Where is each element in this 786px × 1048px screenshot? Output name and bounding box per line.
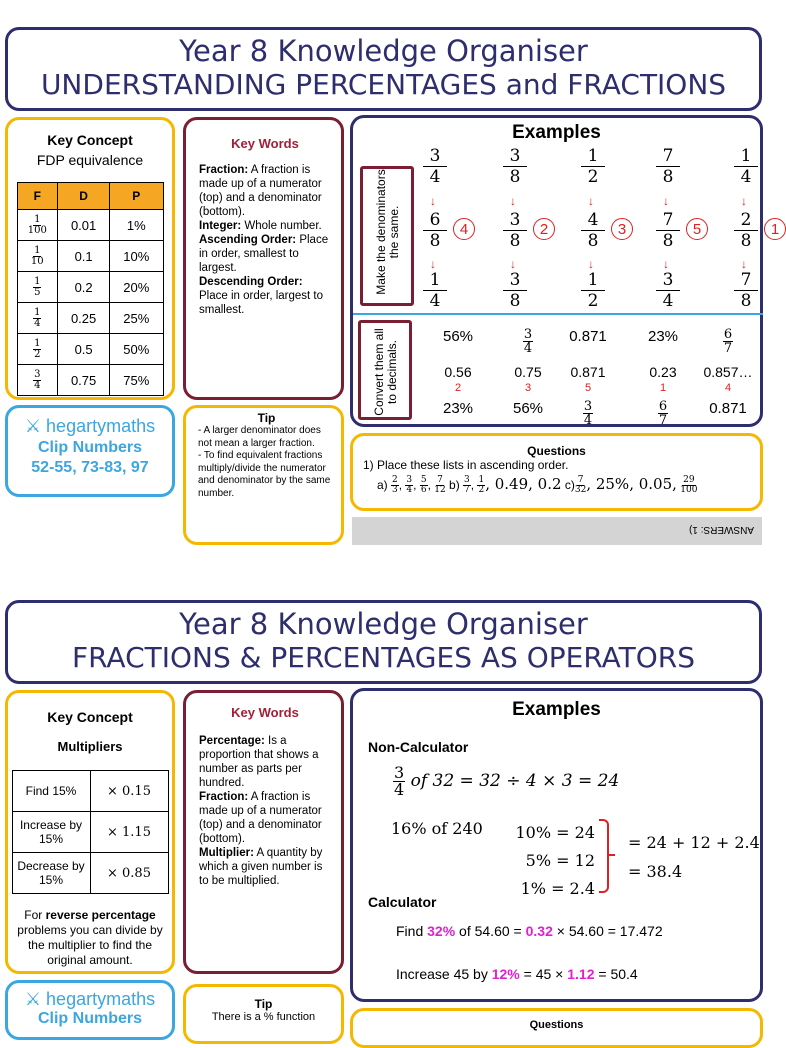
fdp-percent: 25% <box>110 303 163 334</box>
fdp-percent: 50% <box>110 334 163 365</box>
fdp-col-header: D <box>58 183 110 210</box>
down-arrow-icon: ↓ <box>588 194 594 208</box>
fdp-col-header: P <box>110 183 163 210</box>
p2-examples-box <box>350 688 763 1002</box>
inc-mid: = 45 × <box>519 966 568 982</box>
key-word-item: Fraction: A fraction is made up of a numerator (top) and a denominator (bottom). <box>199 791 322 845</box>
calculator-increase-example <box>396 966 638 982</box>
key-word-item: Multiplier: A quantity by which a given number is to be multiplied. <box>199 847 323 887</box>
p1-key-concept-subheading: FDP equivalence <box>36 152 144 168</box>
fdp-row <box>17 365 163 396</box>
fdp-row <box>17 210 163 241</box>
decimal-item: 56% <box>442 328 474 345</box>
down-arrow-icon: ↓ <box>741 257 747 271</box>
fdp-row <box>17 272 163 303</box>
decimal-item: 23% <box>442 400 474 417</box>
p1-examples-heading: Examples <box>512 122 601 143</box>
example-fraction: $\frac{7}{8}$ <box>656 210 680 251</box>
example-fraction: $\frac{3}{8}$ <box>503 270 527 311</box>
fdp-fraction: $\frac{1}{4}$ <box>17 303 58 334</box>
multiplier-row <box>12 812 168 853</box>
p1-clip-label: Clip Numbers <box>37 439 142 456</box>
page2-title-line1: Year 8 Knowledge Organiser <box>179 607 588 641</box>
page1-title-line2: UNDERSTANDING PERCENTAGES and FRACTIONS <box>40 68 727 101</box>
fdp-col-header: F <box>17 183 58 210</box>
find-mid: of 54.60 = <box>455 923 526 939</box>
p1-tip-text: - A larger denominator does not mean a larger fraction. - To find equivalent fractions multiply/divide the numerator and denominator by the same number. <box>198 425 331 499</box>
page2-title-line2: FRACTIONS & PERCENTAGES AS OPERATORS <box>72 641 695 674</box>
multiplier-table <box>12 770 169 894</box>
fdp-decimal: 0.25 <box>58 303 110 334</box>
fdp-row <box>17 334 163 365</box>
multiplier-value: × 0.85 <box>90 853 168 894</box>
multiplier-label: Decrease by 15% <box>12 853 90 894</box>
decimal-item: 0.75 <box>514 364 542 380</box>
order-circle: 4 <box>453 218 475 240</box>
decimal-item: 0.23 <box>649 364 677 380</box>
multiplier-value: × 0.15 <box>90 771 168 812</box>
fdp-row <box>17 241 163 272</box>
fdp-percent: 75% <box>110 365 163 396</box>
p2-tip-text: There is a % function <box>211 1011 316 1023</box>
down-arrow-icon: ↓ <box>430 257 436 271</box>
hegarty-person-icon: ⚔ <box>24 416 42 436</box>
p1-hegarty-box <box>5 405 175 497</box>
p2-clip-label: Clip Numbers <box>37 1010 142 1027</box>
p2-key-words-box <box>183 690 344 974</box>
reverse-percentage-note <box>8 908 172 968</box>
fdp-table <box>17 182 164 396</box>
decimal-item: 1 <box>659 382 667 394</box>
p2-key-concept-heading: Key Concept <box>47 709 133 725</box>
key-word-item: Fraction: A fraction is made up of a numerator (top) and a denominator (bottom). <box>199 164 322 218</box>
down-arrow-icon: ↓ <box>663 257 669 271</box>
red-brace-tick <box>607 854 615 856</box>
fdp-decimal: 0.1 <box>58 241 110 272</box>
find-pct: 32% <box>427 923 456 939</box>
example-fraction: $\frac{3}{8}$ <box>503 146 527 187</box>
q1c-label: c) <box>564 478 575 492</box>
fdp-decimal: 0.2 <box>58 272 110 303</box>
p2-hegarty-box <box>5 980 175 1040</box>
order-circle: 5 <box>686 218 708 240</box>
key-word-item: Ascending Order: Place in order, smallest to largest. <box>199 234 329 274</box>
key-word-item: Integer: Whole number. <box>199 220 322 232</box>
fdp-decimal: 0.01 <box>58 210 110 241</box>
decimal-item: 56% <box>512 400 544 417</box>
down-arrow-icon: ↓ <box>430 194 436 208</box>
page2-title-box <box>5 600 762 684</box>
red-brace <box>599 819 609 893</box>
p1-answers-text: ANSWERS: 1) <box>688 524 754 535</box>
find-mult: 0.32 <box>525 923 553 939</box>
down-arrow-icon: ↓ <box>510 194 516 208</box>
find-pre: Find <box>396 923 428 939</box>
p2-tip-box <box>183 984 344 1044</box>
fdp-decimal: 0.5 <box>58 334 110 365</box>
multiplier-label: Find 15% <box>12 771 90 812</box>
example-fraction: $\frac{6}{8}$ <box>423 210 447 251</box>
calculator-label: Calculator <box>368 894 437 910</box>
non-calculator-label: Non-Calculator <box>368 739 469 755</box>
fdp-decimal: 0.75 <box>58 365 110 396</box>
fdp-fraction: $\frac{1}{5}$ <box>17 272 58 303</box>
fdp-fraction: $\frac{1}{10}$ <box>17 241 58 272</box>
multiplier-row <box>12 771 168 812</box>
example-fraction: $\frac{7}{8}$ <box>734 270 758 311</box>
same-denominator-label-box <box>360 166 414 306</box>
inc-pre: Increase 45 by <box>396 966 492 982</box>
example-fraction: $\frac{3}{8}$ <box>503 210 527 251</box>
convert-decimals-label: Convert them all to decimals. <box>372 328 399 416</box>
fraction-of-equation: of 32 = 32 ÷ 4 × 3 = 24 <box>405 771 620 791</box>
inc-mult: 1.12 <box>567 966 595 982</box>
p2-key-concept-subheading: Multipliers <box>57 739 123 754</box>
p1-key-words-list <box>199 163 331 317</box>
p1-questions-heading: Questions <box>527 444 586 458</box>
q1b-tail: , 0.49, 0.2 <box>485 475 562 493</box>
order-circle: 3 <box>611 218 633 240</box>
p1-tip-heading: Tip <box>257 411 276 425</box>
down-arrow-icon: ↓ <box>741 194 747 208</box>
fdp-fraction: $\frac{3}{4}$ <box>17 365 58 396</box>
note-bold: reverse percentage <box>45 908 156 922</box>
multiplier-row <box>12 853 168 894</box>
decimal-item: 0.871 <box>570 364 606 380</box>
fdp-fraction: $\frac{1}{2}$ <box>17 334 58 365</box>
down-arrow-icon: ↓ <box>663 194 669 208</box>
p2-tip-heading: Tip <box>254 997 273 1011</box>
inc-post: = 50.4 <box>594 966 638 982</box>
p1-key-concept-heading: Key Concept <box>47 132 133 148</box>
down-arrow-icon: ↓ <box>510 257 516 271</box>
order-circle: 1 <box>764 218 786 240</box>
p1-question-1: 1) Place these lists in ascending order. <box>363 458 569 472</box>
p1-tip-box <box>183 405 344 545</box>
examples-divider <box>353 313 763 315</box>
p2-key-concept-box <box>5 690 175 974</box>
decimal-item: 0.871 <box>709 400 747 417</box>
p2-hegarty-brand: hegartymaths <box>46 989 156 1009</box>
fdp-percent: 10% <box>110 241 163 272</box>
decimal-item: 0.871 <box>569 328 607 345</box>
p1-key-concept-box <box>5 117 175 400</box>
page1-title-line1: Year 8 Knowledge Organiser <box>179 34 588 68</box>
percent-part: 10% = 24 <box>515 823 595 842</box>
percent-part: 5% = 12 <box>525 851 595 870</box>
percent-of-left: 16% of 240 <box>391 819 483 838</box>
percent-part: 1% = 2.4 <box>520 879 595 898</box>
fdp-percent: 20% <box>110 272 163 303</box>
p2-examples-heading: Examples <box>512 699 601 720</box>
example-fraction: $\frac{1}{4}$ <box>423 270 447 311</box>
decimal-item: 5 <box>584 382 592 394</box>
decimal-item: $\frac{3}{4}$ <box>583 399 593 428</box>
example-fraction: $\frac{3}{4}$ <box>423 146 447 187</box>
p2-hegarty-logo <box>8 989 172 1010</box>
multiplier-value: × 1.15 <box>90 812 168 853</box>
example-fraction: $\frac{7}{8}$ <box>656 146 680 187</box>
fdp-percent: 1% <box>110 210 163 241</box>
decimal-item: 0.56 <box>444 364 472 380</box>
calculator-find-example <box>396 923 663 939</box>
fraction-of-example: $\frac{3}{4}$ of 32 = 32 ÷ 4 × 3 = 24 <box>394 763 620 799</box>
p2-key-words-heading: Key Words <box>231 705 299 720</box>
p1-examples-box <box>350 115 780 428</box>
decimal-item: 3 <box>524 382 532 394</box>
find-post: × 54.60 = 17.472 <box>552 923 663 939</box>
example-fraction: $\frac{1}{2}$ <box>581 270 605 311</box>
percent-parts <box>515 819 595 903</box>
decimal-item: 23% <box>647 328 679 345</box>
convert-decimals-label-box <box>358 320 412 420</box>
p1-question-1-lists: a) $\frac{2}{3}$ , $\frac{3}{4}$ , $\frac{5}{6}$ , $\frac{7}{12}$ b) $\frac{3}{7}$ , $\frac{1}{2}$ , 0.49, 0.2 c) $\frac{7}{32}$ , 25%, 0.05, $\frac{29}{100}$ <box>377 475 698 496</box>
fdp-fraction: $\frac{1}{100}$ <box>17 210 58 241</box>
example-fraction: $\frac{1}{4}$ <box>734 146 758 187</box>
order-circle: 2 <box>533 218 555 240</box>
decimal-item: 4 <box>724 382 732 394</box>
decimal-item: 0.857… <box>703 364 753 380</box>
page1-title-box <box>5 27 762 111</box>
note-post: problems you can divide by the multiplier to find the original amount. <box>17 923 163 967</box>
p2-key-words-list <box>199 734 331 888</box>
key-word-item: Descending Order: Place in order, largest to smallest. <box>199 276 324 316</box>
p2-hegarty-person-icon: ⚔ <box>24 989 42 1009</box>
decimal-item: $\frac{6}{7}$ <box>658 399 668 428</box>
p1-clip-numbers: 52-55, 73-83, 97 <box>31 459 149 476</box>
decimal-item: $\frac{3}{4}$ <box>523 327 533 356</box>
p2-questions-heading: Questions <box>529 1019 584 1031</box>
p1-questions-box <box>350 433 763 511</box>
note-pre: For <box>24 908 46 922</box>
inc-pct: 12% <box>491 966 520 982</box>
q1a-label: a) <box>377 478 388 492</box>
p1-key-words-heading: Key Words <box>231 136 299 151</box>
p1-key-words-box <box>183 117 344 400</box>
down-arrow-icon: ↓ <box>588 257 594 271</box>
multiplier-label: Increase by 15% <box>12 812 90 853</box>
hegarty-brand: hegartymaths <box>46 416 156 436</box>
sum-line-2: = 38.4 <box>628 862 683 881</box>
example-fraction: $\frac{3}{4}$ <box>656 270 680 311</box>
example-fraction: $\frac{2}{8}$ <box>734 210 758 251</box>
example-fraction: $\frac{4}{8}$ <box>581 210 605 251</box>
q1b-label: b) <box>449 478 460 492</box>
key-word-item: Percentage: Is a proportion that shows a number as parts per hundred. <box>199 735 319 789</box>
same-denominator-label: Make the denominators the same. <box>374 169 401 295</box>
example-fraction: $\frac{1}{2}$ <box>581 146 605 187</box>
p1-answers-strip <box>352 517 762 545</box>
p2-questions-box <box>350 1008 763 1048</box>
decimal-item: 2 <box>454 382 462 394</box>
sum-line-1: = 24 + 12 + 2.4 <box>628 833 760 852</box>
hegarty-logo <box>8 416 172 437</box>
q1c-tail: , 25%, 0.05, <box>586 475 677 493</box>
decimal-item: $\frac{6}{7}$ <box>723 327 733 356</box>
fdp-row <box>17 303 163 334</box>
